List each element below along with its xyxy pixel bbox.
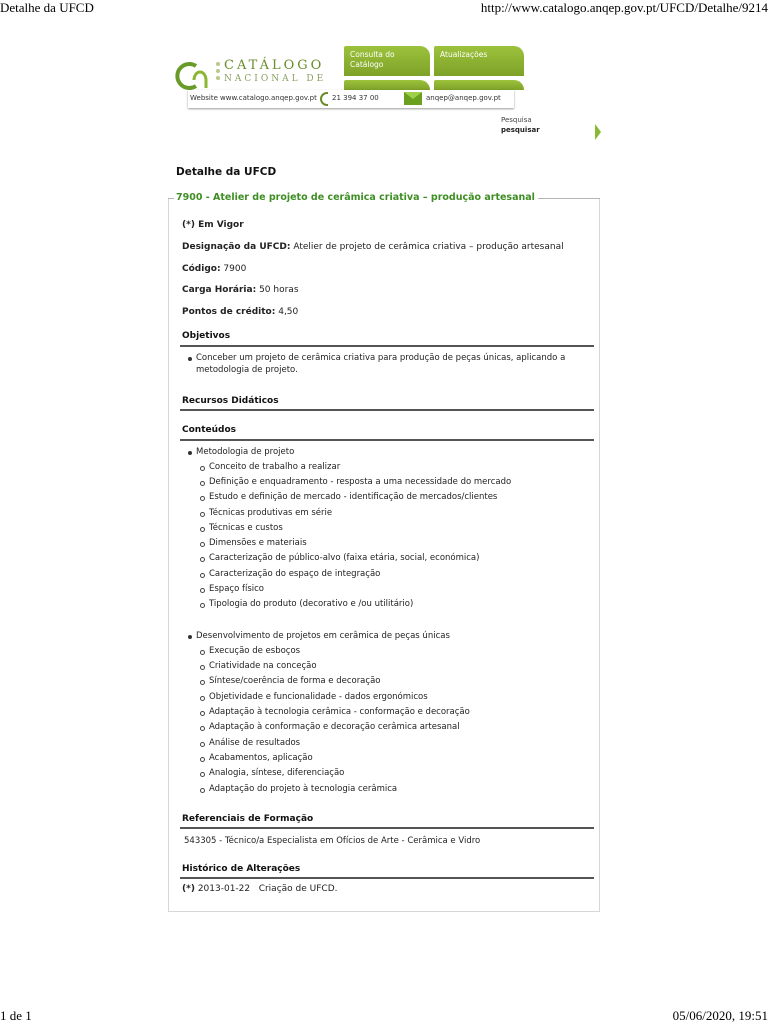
- list-item: Analogia, síntese, diferenciação: [209, 768, 345, 778]
- logo-title: CATÁLOGO: [224, 58, 325, 73]
- print-datetime: 05/06/2020, 19:51: [672, 1008, 768, 1023]
- referenciais-heading: Referenciais de Formação: [182, 814, 314, 824]
- website-label: Website: [190, 94, 218, 102]
- sub-bullet: [200, 496, 205, 501]
- carga-label: Carga Horária:: [182, 285, 257, 295]
- search-label: Pesquisa: [501, 116, 532, 124]
- list-item: Espaço físico: [209, 584, 264, 594]
- website-link[interactable]: www.catalogo.anqep.gov.pt: [220, 94, 317, 102]
- nav-tab-hidden-2[interactable]: [434, 80, 524, 90]
- sub-bullet: [200, 588, 205, 593]
- list-item: Execução de esboços: [209, 646, 301, 656]
- list-item: Adaptação do projeto à tecnologia cerâmica: [209, 784, 398, 794]
- carga-value: 50 horas: [259, 285, 299, 295]
- legend-border-left: [168, 198, 174, 199]
- logo-subtitle: NACIONAL DE: [224, 74, 327, 84]
- search-arrow-icon[interactable]: [595, 124, 601, 140]
- page-title: Detalhe da UFCD: [176, 166, 277, 178]
- sub-bullet: [200, 466, 205, 471]
- conteudos-heading: Conteúdos: [182, 425, 236, 435]
- sub-bullet: [200, 772, 205, 777]
- sub-bullet: [200, 557, 205, 562]
- sub-bullet: [200, 481, 205, 486]
- referenciais-rule: [180, 827, 594, 829]
- list-item: Técnicas produtivas em série: [209, 508, 333, 518]
- legend-border-right: [538, 198, 600, 199]
- ufcd-legend: 7900 - Atelier de projeto de cerâmica criativa – produção artesanal: [176, 192, 535, 203]
- list-item: Caracterização de público-alvo (faixa etária, social, económica): [209, 553, 480, 563]
- print-footer: [0, 1008, 768, 1024]
- sub-bullet: [200, 573, 205, 578]
- objetivos-bullet: [188, 357, 192, 361]
- designacao-value: Atelier de projeto de cerâmica criativa – produção artesanal: [293, 242, 564, 252]
- objetivos-text-2: metodologia de projeto.: [196, 365, 298, 375]
- conteudos-group-1-title: Metodologia de projeto: [196, 447, 295, 457]
- list-item: Acabamentos, aplicação: [209, 753, 313, 763]
- sub-bullet: [200, 757, 205, 762]
- codigo-value: 7900: [223, 264, 247, 274]
- list-item: Adaptação à tecnologia cerâmica - conformação e decoração: [209, 707, 470, 717]
- site-header: [170, 46, 530, 110]
- recursos-heading: Recursos Didáticos: [182, 396, 279, 406]
- phone-number: 21 394 37 00: [332, 94, 379, 102]
- designacao-row: [182, 242, 564, 252]
- historico-entry: [182, 884, 337, 894]
- pontos-label: Pontos de crédito:: [182, 307, 276, 317]
- codigo-label: Código:: [182, 264, 221, 274]
- list-item: Adaptação à conformação e decoração cerâmica artesanal: [209, 722, 460, 732]
- list-item: Análise de resultados: [209, 738, 301, 748]
- contact-bar: [188, 90, 514, 108]
- conteudos-group-2-title: Desenvolvimento de projetos em cerâmica de peças únicas: [196, 631, 450, 641]
- list-item: Síntese/coerência de forma e decoração: [209, 676, 381, 686]
- objetivos-text-1: Conceber um projeto de cerâmica criativa para produção de peças únicas, aplicando a: [196, 353, 566, 363]
- carga-row: [182, 285, 299, 295]
- mail-icon: [404, 92, 422, 105]
- sub-bullet: [200, 512, 205, 517]
- referencial-link[interactable]: 543305 - Técnico/a Especialista em Ofícios de Arte - Cerâmica e Vidro: [184, 836, 481, 846]
- list-item: Técnicas e custos: [209, 523, 283, 533]
- historico-rule: [180, 877, 594, 879]
- nav-consulta-catalogo[interactable]: Consulta do Catálogo: [344, 46, 430, 76]
- print-header: [0, 0, 768, 18]
- print-page-count: 1 de 1: [0, 1008, 32, 1023]
- codigo-row: [182, 264, 246, 274]
- search-link[interactable]: pesquisar: [501, 126, 540, 134]
- nav-atualizacoes[interactable]: Atualizações: [434, 46, 524, 76]
- historico-marker: (*): [182, 884, 195, 894]
- pontos-row: [182, 307, 298, 317]
- sub-bullet: [200, 788, 205, 793]
- historico-text: 2013-01-22 Criação de UFCD.: [197, 884, 338, 894]
- objetivos-heading: Objetivos: [182, 331, 231, 341]
- list-item: Dimensões e materiais: [209, 538, 307, 548]
- recursos-rule: [180, 409, 594, 411]
- list-item: Objetividade e funcionalidade - dados ergonómicos: [209, 692, 428, 702]
- list-item: Definição e enquadramento - resposta a uma necessidade do mercado: [209, 477, 512, 487]
- sub-bullet: [200, 650, 205, 655]
- pontos-value: 4,50: [278, 307, 299, 317]
- objetivos-rule: [180, 345, 594, 347]
- sub-bullet: [200, 696, 205, 701]
- email-link[interactable]: anqep@anqep.gov.pt: [426, 94, 501, 102]
- status-label: (*) Em Vigor: [182, 220, 244, 230]
- sub-bullet: [200, 726, 205, 731]
- print-title: Detalhe da UFCD: [0, 0, 94, 15]
- list-item: Estudo e definição de mercado - identificação de mercados/clientes: [209, 492, 498, 502]
- sub-bullet: [200, 680, 205, 685]
- logo-icon[interactable]: [174, 60, 210, 92]
- list-item: Caracterização do espaço de integração: [209, 569, 381, 579]
- sub-bullet: [200, 665, 205, 670]
- designacao-label: Designação da UFCD:: [182, 242, 291, 252]
- list-item: Criatividade na conceção: [209, 661, 317, 671]
- sub-bullet: [200, 527, 205, 532]
- sub-bullet: [200, 542, 205, 547]
- conteudos-rule: [180, 439, 594, 441]
- nav-tab-hidden-1[interactable]: [344, 80, 430, 90]
- conteudos-bullet-1: [188, 451, 192, 455]
- print-url[interactable]: http://www.catalogo.anqep.gov.pt/UFCD/Detalhe/9214: [480, 0, 768, 15]
- historico-heading: Histórico de Alterações: [182, 864, 301, 874]
- logo-dots: [216, 62, 220, 82]
- phone-icon: [320, 92, 328, 106]
- conteudos-bullet-2: [188, 635, 192, 639]
- search-block: [501, 115, 540, 135]
- list-item: Conceito de trabalho a realizar: [209, 462, 341, 472]
- sub-bullet: [200, 603, 205, 608]
- list-item: Tipologia do produto (decorativo e /ou utilitário): [209, 599, 414, 609]
- sub-bullet: [200, 711, 205, 716]
- sub-bullet: [200, 742, 205, 747]
